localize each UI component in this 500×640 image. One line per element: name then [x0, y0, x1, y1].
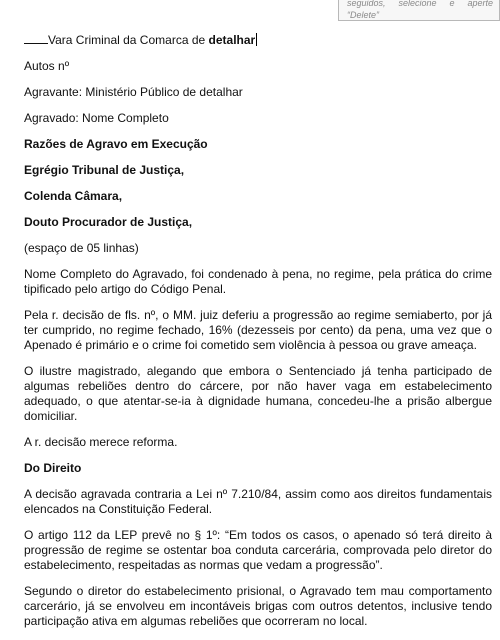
- paragraph-condenacao: Nome Completo do Agravado, foi condenado à pena, no regime, pela prática do crime tipificado pelo artigo do Código Penal.: [24, 267, 492, 296]
- autos-line: Autos nº: [24, 59, 70, 73]
- document-body[interactable]: [24, 32, 492, 640]
- paragraph-diretor: Segundo o diretor do estabelecimento prisional, o Agravado tem mau comportamento carcerário, já se envolveu em incontáveis brigas com outros detentos, inclusive tendo participação ativa em algumas rebeliões que ocorreram no local.: [24, 584, 492, 628]
- salutation-camara: Colenda Câmara,: [24, 189, 123, 203]
- agravado-line: Agravado: Nome Completo: [24, 111, 169, 125]
- court-prefix: Vara Criminal da Comarca de: [48, 33, 206, 47]
- heading-direito: Do Direito: [24, 461, 82, 475]
- paragraph-decisao: Pela r. decisão de fls. nº, o MM. juiz deferiu a progressão ao regime semiaberto, por já ter cumprido, no regime fechado, 16% (dezesseis por cento) da pena, uma vez que o Apenado é primário e o crime foi cometido sem violência à pessoa ou grave ameaça.: [24, 308, 492, 352]
- paragraph-lei: A decisão agravada contraria a Lei nº 7.210/84, assim como aos direitos fundamentais elencados na Constituição Federal.: [24, 487, 492, 516]
- court-placeholder: detalhar: [208, 33, 256, 47]
- court-line[interactable]: [24, 32, 492, 48]
- text-cursor: [256, 33, 257, 46]
- paragraph-artigo-112: O artigo 112 da LEP prevê no § 1º: “Em todos os casos, o apenado só terá direito à progressão de regime se ostentar boa conduta carcerária, comprovada pelo diretor do estabelecimento, respeitadas as normas que vedam a progressão”.: [24, 528, 492, 572]
- heading-razoes: Razões de Agravo em Execução: [24, 137, 208, 151]
- paragraph-magistrado: O ilustre magistrado, alegando que embora o Sentenciado já tenha participado de algumas rebeliões dentro do cárcere, por não haver vaga em estabelecimento adequado, o que atentar-se-ia à dignidade humana, concedeu-lhe a prisão albergue domiciliar.: [24, 364, 492, 423]
- paragraph-reforma: A r. decisão merece reforma.: [24, 435, 178, 449]
- court-number-blank: [24, 32, 48, 44]
- salutation-procurador: Douto Procurador de Justiça,: [24, 215, 193, 229]
- comment-text-line-1: seguidos, selecione e aperte: [347, 0, 493, 8]
- comment-text-line-2: “Delete”: [347, 10, 380, 20]
- comment-balloon[interactable]: [338, 0, 500, 21]
- agravante-line: Agravante: Ministério Público de detalhar: [24, 85, 243, 99]
- spacing-note: (espaço de 05 linhas): [24, 241, 139, 255]
- salutation-tribunal: Egrégio Tribunal de Justiça,: [24, 163, 185, 177]
